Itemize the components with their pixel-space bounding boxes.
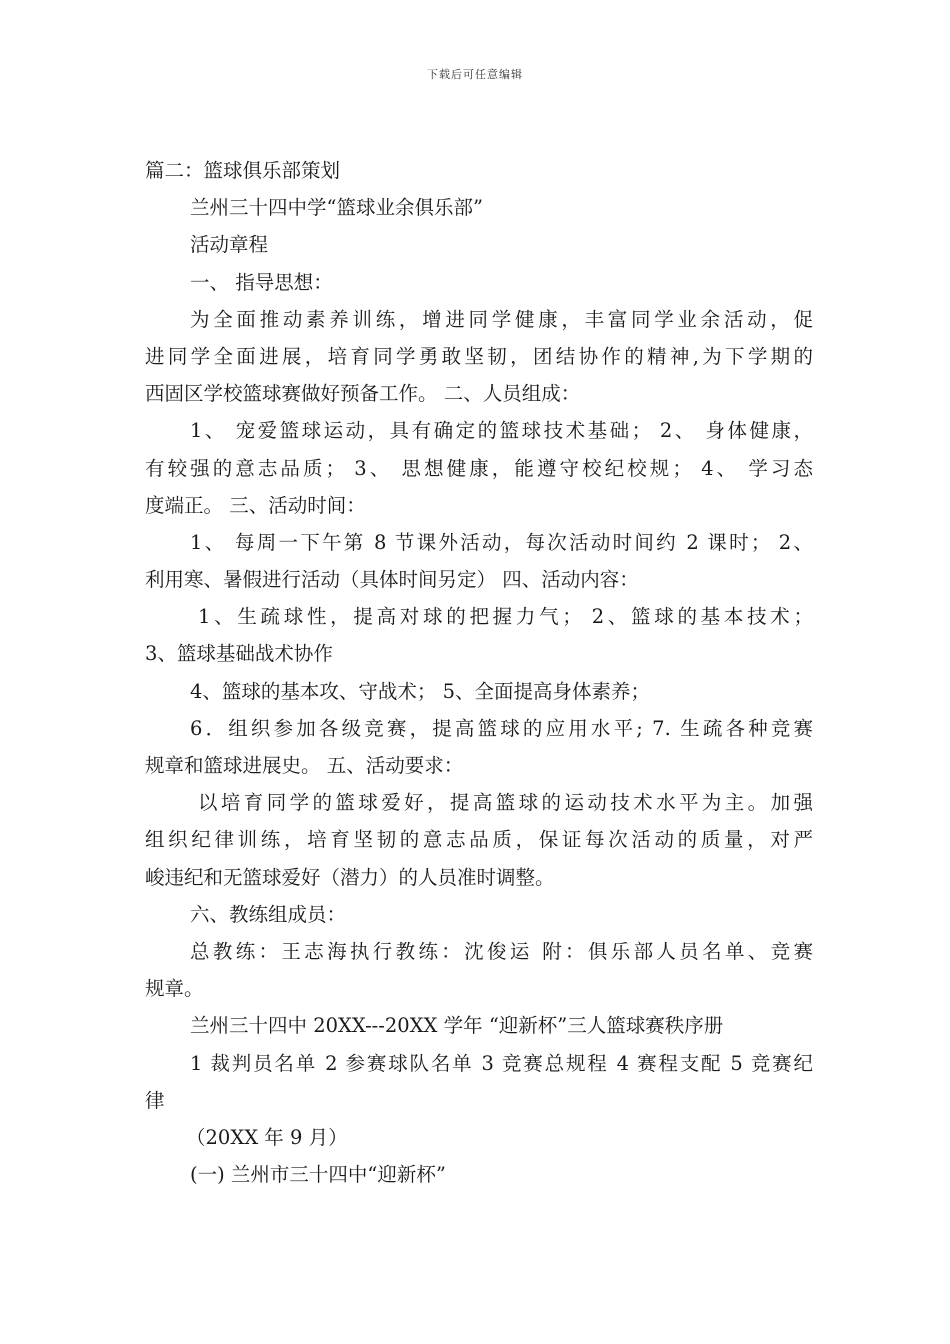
paragraph-line: 1 裁判员名单 2 参赛球队名单 3 竞赛总规程 4 赛程支配 5 竞赛纪 (190, 1051, 813, 1075)
paragraph-line: 利用寒、暑假进行活动（具体时间另定） 四、活动内容： (145, 568, 639, 592)
paragraph-line: 组织纪律训练，培育坚韧的意志品质，保证每次活动的质量，对严 (145, 828, 813, 852)
paragraph-line: 3、篮球基础战术协作 (145, 642, 333, 666)
paragraph-line: 规章和篮球进展史。 五、活动要求： (145, 754, 464, 777)
paragraph-line: 6．组织参加各级竞赛，提高篮球的应用水平; 7. 生疏各种竞赛 (190, 716, 813, 740)
paragraph-line: 4、篮球的基本攻、守战术； 5、全面提高身体素养； (190, 679, 651, 703)
paragraph-line: 度端正。 三、活动时间： (145, 493, 366, 517)
paragraph-line: 兰州三十四中 20XX---20XX 学年 “迎新杯”三人篮球赛秩序册 (190, 1014, 724, 1038)
paragraph-line: (一) 兰州市三十四中“迎新杯” (190, 1163, 446, 1187)
paragraph-line: 律 (145, 1088, 165, 1112)
paragraph-line: 总教练：王志海执行教练：沈俊运 附：俱乐部人员名单、竞赛 (190, 939, 813, 963)
paragraph-line: 兰州三十四中学“篮球业余俱乐部” (190, 196, 483, 220)
paragraph-line: 活动章程 (190, 233, 269, 257)
paragraph-line: 进同学全面进展，培育同学勇敢坚韧，团结协作的精神,为下学期的 (145, 344, 813, 368)
paragraph-line: 1、 每周一下午第 8 节课外活动，每次活动时间约 2 课时； 2、 (190, 530, 813, 554)
paragraph-line: 篇二：篮球俱乐部策划 (145, 159, 341, 182)
document-body (145, 152, 813, 1193)
paragraph-line: （20XX 年 9 月） (186, 1125, 348, 1149)
paragraph-line: 规章。 (145, 977, 204, 1001)
paragraph-line: 1、生疏球性，提高对球的把握力气； 2、篮球的基本技术； (198, 605, 813, 629)
paragraph-line: 以培育同学的篮球爱好，提高篮球的运动技术水平为主。加强 (198, 791, 813, 815)
paragraph-line: 为全面推动素养训练，增进同学健康，丰富同学业余活动，促 (190, 307, 813, 331)
paragraph-line: 峻违纪和无篮球爱好（潜力）的人员准时调整。 (145, 865, 555, 889)
paragraph-line: 有较强的意志品质； 3、 思想健康，能遵守校纪校规； 4、 学习态 (145, 456, 813, 480)
paragraph-line: 西固区学校篮球赛做好预备工作。 二、人员组成： (145, 382, 581, 406)
page-header-note: 下载后可任意编辑 (427, 68, 523, 81)
paragraph-line: 六、教练组成员： (190, 902, 347, 926)
paragraph-line: 一、 指导思想： (190, 270, 333, 294)
paragraph-line: 1、 宠爱篮球运动，具有确定的篮球技术基础； 2、 身体健康， (190, 419, 813, 443)
